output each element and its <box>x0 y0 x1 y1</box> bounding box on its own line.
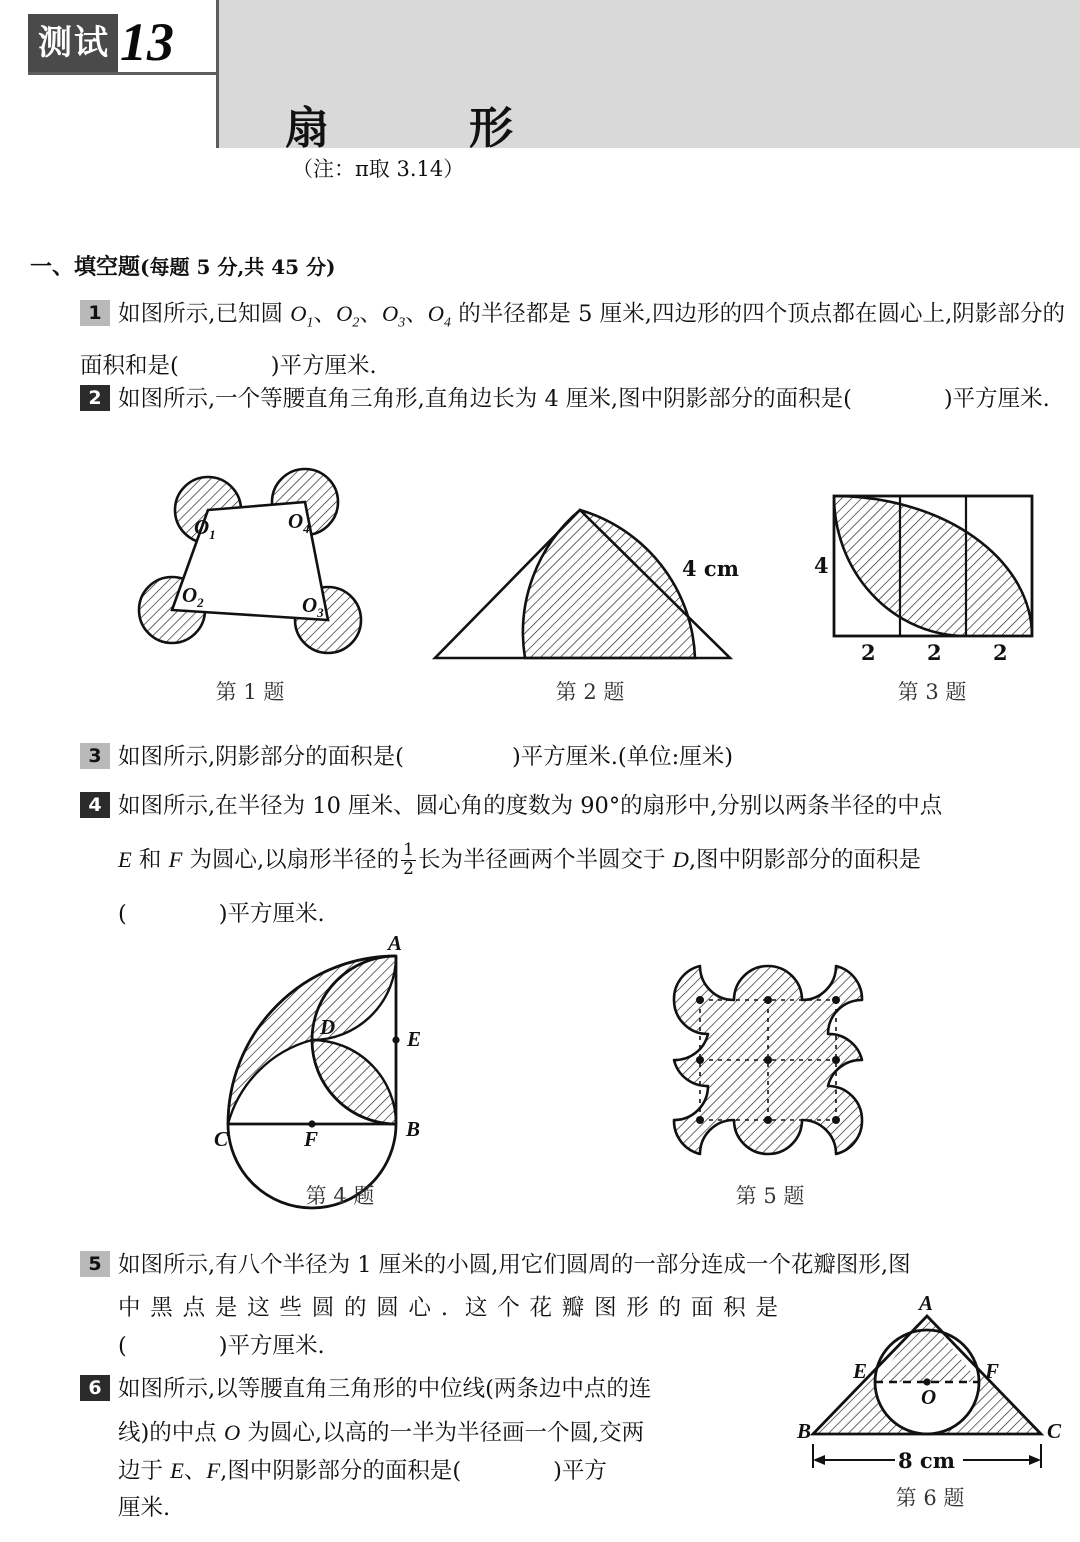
page-title: 扇 形 <box>285 103 515 154</box>
question-4-line3: ( )平方厘米. <box>118 901 325 927</box>
question-5-text: 如图所示,有八个半径为 1 厘米的小圆,用它们圆周的一部分连成一个花瓣图形,图 <box>118 1252 911 1278</box>
badge-underline <box>28 72 216 75</box>
label-F: F <box>985 1359 1000 1383</box>
figure-5 <box>668 960 868 1160</box>
figure-3-caption: 第 3 题 <box>897 680 967 704</box>
label-O: O <box>921 1385 937 1409</box>
figure-6-caption: 第 6 题 <box>895 1486 965 1510</box>
question-5 <box>80 1244 1065 1287</box>
label-B: B <box>406 1117 421 1141</box>
point-E-dot <box>392 1036 399 1043</box>
figure-5-caption: 第 5 题 <box>735 1184 805 1208</box>
question-number-badge-4: 4 <box>80 792 110 818</box>
pi-note: （注：π取 3.14） <box>292 157 465 181</box>
test-badge <box>28 14 180 72</box>
label-o2: $O_2$ <box>182 583 204 610</box>
crescent-shaded-region <box>834 496 1032 636</box>
question-number-badge-3: 3 <box>80 743 110 769</box>
label-o4: $O_4$ <box>288 509 310 536</box>
label-E: E <box>853 1359 868 1383</box>
figure-1-caption: 第 1 题 <box>215 680 285 704</box>
fraction-one-half <box>401 839 416 879</box>
question-2-text: 如图所示,一个等腰直角三角形,直角边长为 4 厘米,图中阴影部分的面积是( )平方厘米. <box>118 386 1050 412</box>
figure-1 <box>130 470 400 660</box>
width-label-2: 2 <box>927 640 942 665</box>
label-D: D <box>320 1015 336 1039</box>
question-5-text-line2: 中黑点是这些圆的圆心. 这个花瓣图形的面积是 <box>118 1295 778 1321</box>
question-number-badge-5: 5 <box>80 1251 110 1277</box>
label-E: E <box>407 1027 422 1051</box>
section-scoring: (每题 5 分,共 45 分) <box>140 255 336 279</box>
question-6-text-line2: 线)的中点 O 为圆心,以高的一半为半径画一个圆,交两 <box>118 1420 645 1446</box>
fraction-numerator: 1 <box>403 839 414 860</box>
label-o1: $O_1$ <box>194 515 216 542</box>
question-4-line2a: E 和 F 为圆心,以扇形半径的 <box>118 847 400 873</box>
question-number-badge-6: 6 <box>80 1375 110 1401</box>
question-5-text-line3: ( )平方厘米. <box>118 1333 325 1359</box>
figure-2 <box>430 500 750 665</box>
test-number: 13 <box>120 12 174 72</box>
label-A: A <box>919 1291 934 1315</box>
figure-4 <box>210 931 440 1168</box>
test-badge-label: 测试 <box>28 14 118 72</box>
question-4-line2b: 长为半径画两个半圆交于 D,图中阴影部分的面积是 <box>417 847 922 873</box>
figure-6 <box>795 1291 1065 1478</box>
question-5-line3 <box>118 1325 778 1368</box>
section-heading <box>30 250 336 281</box>
label-B: B <box>797 1419 812 1443</box>
question-3-text: 如图所示,阴影部分的面积是( )平方厘米.(单位:厘米) <box>118 744 734 770</box>
question-number-badge-1: 1 <box>80 300 110 326</box>
base-length-label: 8 cm <box>898 1448 955 1473</box>
question-2 <box>80 378 1065 421</box>
question-5-line2 <box>118 1287 778 1330</box>
label-F: F <box>304 1127 319 1151</box>
label-A: A <box>388 931 403 955</box>
question-4-line1: 如图所示,在半径为 10 厘米、圆心角的度数为 90°的扇形中,分别以两条半径的中点 <box>118 793 943 819</box>
figure-3 <box>812 488 1062 663</box>
question-number-badge-2: 2 <box>80 385 110 411</box>
question-4 <box>80 779 1065 941</box>
height-label: 4 <box>814 553 829 578</box>
fraction-denominator: 2 <box>403 858 414 879</box>
width-label-1: 2 <box>861 640 876 665</box>
question-6-line4 <box>118 1487 798 1530</box>
figure-4-caption: 第 4 题 <box>305 1184 375 1208</box>
width-label-3: 2 <box>993 640 1008 665</box>
figure-2-caption: 第 2 题 <box>555 680 625 704</box>
label-o3: $O_3$ <box>302 593 324 620</box>
side-length-label: 4 cm <box>682 556 739 581</box>
question-3 <box>80 736 1065 779</box>
question-1-text: 如图所示,已知圆 $O_1$、$O_2$、$O_3$、$O_4$ 的半径都是 5 厘米,四边形的四个顶点都在圆心上,阴影部分的面积和是( )平方厘米. <box>80 301 1065 379</box>
label-C: C <box>1047 1419 1062 1443</box>
question-6-text-line1: 如图所示,以等腰直角三角形的中位线(两条边中点的连 <box>118 1376 652 1402</box>
question-1 <box>80 292 1065 388</box>
section-label: 一、填空题 <box>30 254 141 280</box>
question-6-text-line3: 边于 E、F,图中阴影部分的面积是( )平方 <box>118 1458 607 1484</box>
question-6 <box>80 1368 780 1411</box>
label-C: C <box>214 1127 229 1151</box>
question-6-text-line4: 厘米. <box>118 1495 171 1521</box>
lens-shaded-region <box>523 510 695 658</box>
